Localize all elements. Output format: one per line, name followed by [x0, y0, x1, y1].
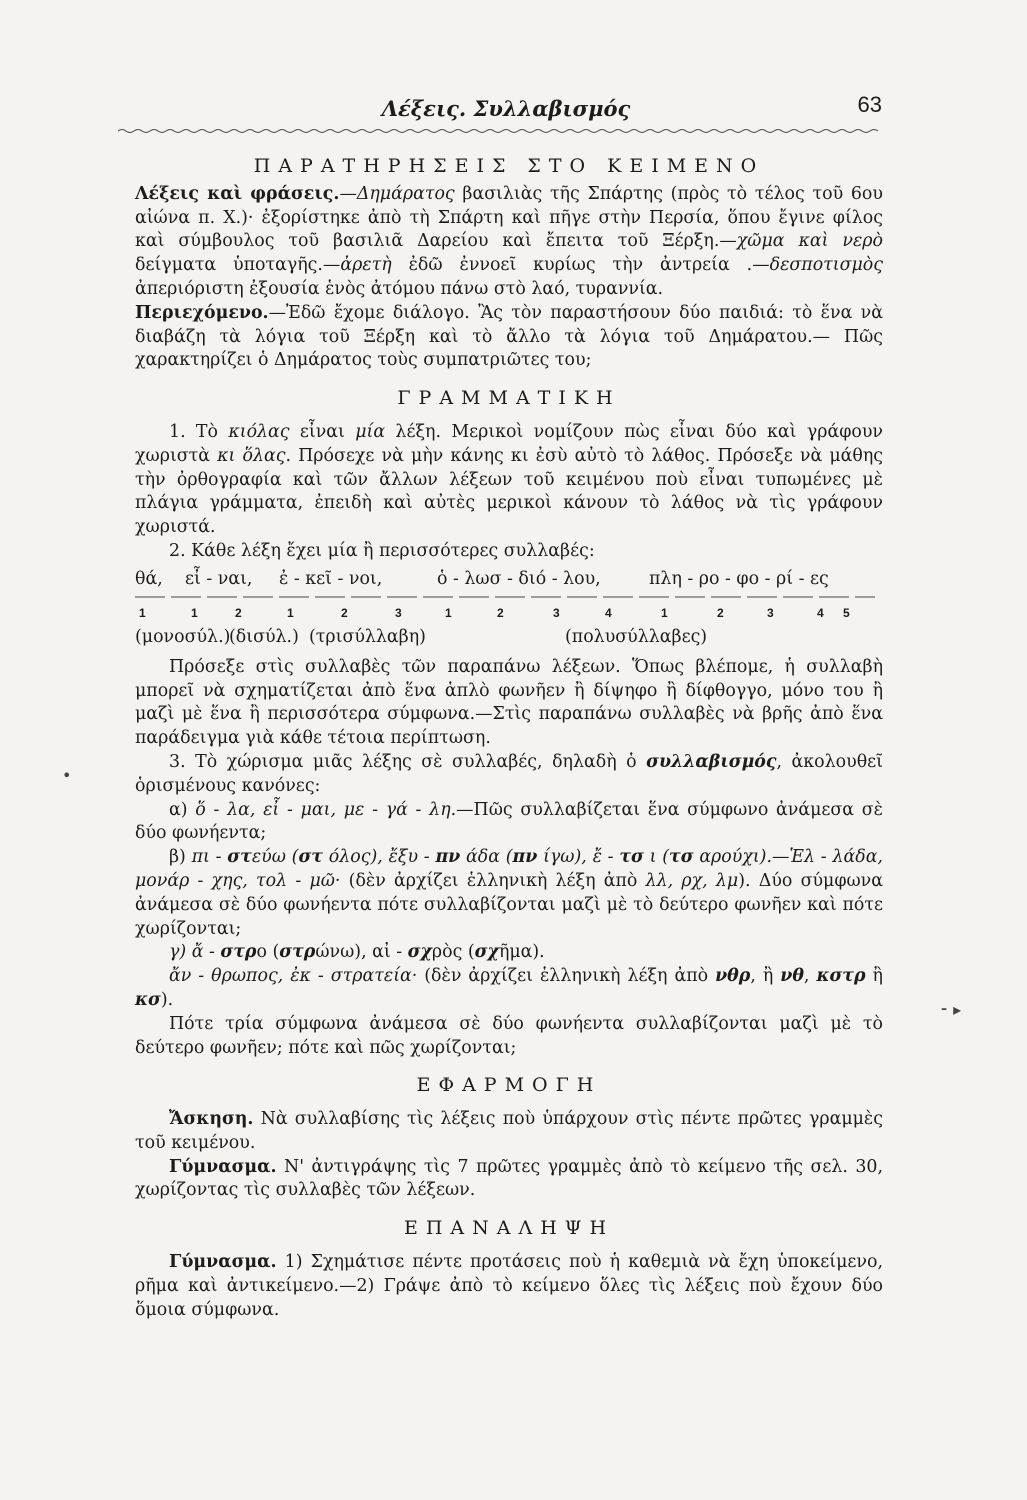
syllable-count: 4	[817, 605, 824, 620]
page-number: 63	[857, 92, 882, 117]
text-run: ρὸς (	[431, 942, 475, 963]
wavy-rule	[118, 128, 880, 138]
header-title: Λέξεις. Συλλαβισμός	[381, 96, 631, 121]
text-run: νθρ	[715, 966, 751, 987]
text-run: σχ	[407, 942, 432, 963]
paragraph-drill	[135, 1156, 883, 1204]
paragraph-rule-2	[135, 540, 883, 564]
text-run: σχ	[474, 942, 499, 963]
text-run: —Πῶς συλλαβίζεται ἕνα σύμφωνο ἀνάμεσα σὲ δύο φωνήεντα;	[135, 799, 883, 844]
paragraph-syllable-note	[135, 656, 883, 751]
text-run: στρ	[220, 942, 257, 963]
paragraph-rule-1	[135, 421, 883, 540]
paragraph-rule-3-question	[135, 1013, 883, 1061]
text-run: Ν' ἀντιγράψης τὶς 7 πρῶτες γραμμὲς ἀπὸ τὸ κείμενο τῆς σελ. 30, χωρίζοντας τὶς συλλαβὲς τῶν λέξεων.	[135, 1156, 883, 1201]
heading-observations: ΠΑΡΑΤΗΡΗΣΕΙΣ ΣΤΟ ΚΕΙΜΕΝΟ	[253, 155, 765, 177]
syllable-count: 1	[445, 605, 452, 620]
syllable-count: 4	[605, 605, 612, 620]
text-run: Πρόσεξε στὶς συλλαβὲς τῶν παραπάνω λέξεων. Ὅπως βλέπομε, ἡ συλλαβὴ μπορεῖ νὰ σχηματίζεται ἀπὸ ἕνα ἁπλὸ φωνῆεν ἢ δίψηφο ἢ δίφθογγο, μόνο του ἢ μαζὶ μὲ ἕνα ἢ περισσότερα σύμφωνα.—Στὶς παραπάνω συλλαβὲς νὰ βρῆς ἀπὸ ἕνα παράδειγμα γιὰ κάθε τέτοια περίπτωση.	[135, 656, 883, 749]
text-run: 1) Σχημάτισε πέντε προτάσεις ποὺ ἡ καθεμιὰ νὰ ἔχη ὑποκείμενο, ρῆμα καὶ ἀντικείμενο.—2) Γράψε ἀπὸ τὸ κείμενο ὅλες τὶς λέξεις ποὺ ἔχουν δύο ὅμοια σύμφωνα.	[135, 1252, 883, 1320]
text-run: 1. Τὸ	[169, 421, 229, 442]
text-run: α)	[169, 799, 196, 820]
paragraph-review-drill	[135, 1251, 883, 1322]
text-run: . Πρόσεχε νὰ μὴν κάνης κι ἐσὺ αὐτὸ τὸ λάθος. Πρόσεξε νὰ μάθης τὴν ὀρθογραφία καὶ τῶν ἄλλων λέξεων τοῦ κειμένου ποὺ εἶναι τυπωμένες μὲ πλάγια γράμματα, ἐπειδὴ καὶ αὐτὲς μερικοὶ κάνουν τὸ λάθος νὰ τὶς γράφουν χωριστά.	[135, 445, 883, 538]
text-run: μία	[355, 421, 386, 442]
running-header	[130, 92, 882, 130]
syllable-count: 2	[497, 605, 504, 620]
text-run: (δὲν ἀρχίζει ἑλληνικὴ λέξη ἀπὸ	[417, 966, 716, 987]
text-run: 3. Τὸ χώρισμα μιᾶς λέξης σὲ συλλαβές, δηλαδὴ ὁ	[169, 751, 647, 772]
text-run: ).	[160, 989, 174, 1010]
syllable-word: θά,	[135, 568, 163, 589]
text-run: στ	[298, 847, 323, 868]
text-run: ). Δύο σύμφωνα ἀνάμεσα σὲ δύο φωνήεντα πότε συλλαβίζονται μαζὶ μὲ τὸ δεύτερο φωνῆεν καὶ πότε χωρίζονται;	[135, 870, 883, 939]
text-run: ο (	[256, 942, 280, 963]
heading-review: ΕΠΑΝΑΛΗΨΗ	[403, 1217, 615, 1240]
text-run: συλλαβισμός	[646, 751, 777, 772]
paragraph-rule-3b	[135, 846, 883, 941]
syllable-count: 1	[661, 605, 668, 620]
syllable-count: 1	[191, 605, 198, 620]
label-disyllable: (δισύλ.)	[229, 626, 299, 647]
page-body	[135, 155, 883, 1322]
paragraph-words-phrases	[135, 183, 883, 302]
text-run: γ) ἄ -	[169, 942, 221, 963]
syllable-count: 3	[395, 605, 402, 620]
label-trisyllable: (τρισύλλαβη)	[309, 626, 426, 647]
syllable-count: 5	[843, 605, 850, 620]
syllable-word: ἐ - κεῖ - νοι,	[279, 568, 383, 589]
margin-dot: •	[62, 766, 72, 785]
text-run: στρ	[279, 942, 316, 963]
text-run: κιόλας	[228, 421, 290, 442]
text-run: πν	[435, 847, 461, 868]
text-run: ἄν - θρωπος, ἐκ - στρατεία·	[169, 966, 418, 987]
text-run: χῶμα καὶ νερὸ	[736, 231, 883, 252]
text-run: άδα (	[460, 847, 513, 868]
text-run: β)	[169, 847, 192, 868]
text-run: ώνω), αἰ -	[315, 942, 408, 963]
text-run: δεσποτισμὸς	[769, 255, 883, 276]
paragraph-content	[135, 302, 883, 373]
text-run: στ	[227, 847, 252, 868]
text-run: ῆμα).	[498, 942, 545, 963]
text-run: τσ	[619, 847, 644, 868]
text-run: εύω (	[251, 847, 299, 868]
text-run: Γύμνασμα.	[169, 1156, 277, 1177]
heading-application: ΕΦΑΡΜΟΓΗ	[416, 1074, 602, 1097]
heading-grammar: ΓΡΑΜΜΑΤΙΚΗ	[397, 387, 621, 410]
text-run: , ἀκολουθεῖ ὁρισμένους κανόνες:	[135, 751, 883, 796]
label-monosyllable: (μονοσύλ.)	[135, 626, 231, 647]
text-run: δείγματα ὑποταγῆς.—	[135, 255, 341, 276]
text-run: ἢ	[865, 966, 883, 987]
text-run: ὅ - λα, εἶ - μαι, με - γά - λη.	[195, 799, 457, 820]
syllable-count: 3	[767, 605, 774, 620]
syllable-count: 1	[287, 605, 294, 620]
text-run: ἀρετὴ	[340, 255, 392, 276]
text-run: εἶναι	[289, 421, 356, 442]
text-run: κσ	[135, 989, 161, 1010]
syllable-word: πλη - ρο - φο - ρί - ες	[649, 568, 829, 589]
syllable-type-labels	[135, 626, 883, 656]
syllable-count: 3	[553, 605, 560, 620]
text-run: Νὰ συλλαβίσης τὶς λέξεις ποὺ ὑπάρχουν στὶς πέντε πρῶτες γραμμὲς τοῦ κειμένου.	[135, 1109, 883, 1153]
text-run: —Ἐδῶ ἔχομε διάλογο. Ἂς τὸν παραστήσουν δύο παιδιά: τὸ ἕνα νὰ διαβάζη τὰ λόγια τοῦ Ξέρξη καὶ τὸ ἄλλο τὰ λόγια τοῦ Δημάρατου.— Πῶς χαρακτηρίζει ὁ Δημάρατος τοὺς συμπατριῶτες του;	[135, 302, 883, 371]
text-run: ίγω), ἔ -	[537, 847, 620, 868]
text-run: —	[339, 183, 357, 204]
text-run: Λέξεις καὶ φράσεις.	[135, 183, 340, 204]
text-run: πι -	[191, 847, 228, 868]
text-run: αρούχι).—Ἑλ - λάδα, μονάρ - χης, τολ - μῶ·	[135, 847, 883, 891]
margin-mark: ⁃ ▸	[940, 1000, 962, 1019]
text-run: νθ	[780, 966, 804, 987]
text-run: λέξη. Μερικοὶ νομίζουν πὼς εἶναι δύο καὶ γράφουν χωριστὰ	[135, 421, 883, 466]
syllable-word: εἶ - ναι,	[185, 568, 253, 589]
text-run: ἀπεριόριστη ἐξουσία ἑνὸς ἀτόμου πάνω στὸ λαό, τυραννία.	[135, 278, 664, 299]
text-run: 2. Κάθε λέξη ἔχει μία ἢ περισσότερες συλλαβές:	[169, 540, 595, 561]
text-run: κστρ	[816, 966, 866, 987]
text-run: ,	[803, 966, 817, 987]
text-run: βασιλιὰς τῆς Σπάρτης (πρὸς τὸ τέλος τοῦ 6ου αἰώνα π. Χ.)· ἐξορίστηκε ἀπὸ τὴ Σπάρτη καὶ πῆγε στὴν Περσία, ὅπου ἔγινε φίλος καὶ σύμβουλος τοῦ βασιλιᾶ Δαρείου καὶ ἔπειτα τοῦ Ξέρξη.—	[135, 183, 883, 252]
syllable-word: ὁ - λωσ - διό - λου,	[437, 568, 601, 589]
syllable-underline	[135, 596, 883, 600]
syllable-count: 2	[717, 605, 724, 620]
text-run: λλ, ρχ, λμ	[645, 870, 739, 891]
label-polysyllable: (πολυσύλλαβες)	[565, 626, 708, 647]
text-run: (δὲν ἀρχίζει ἑλληνικὴ λέξη ἀπὸ	[340, 870, 646, 891]
text-run: ι (	[643, 847, 670, 868]
text-run: Δημάρατος	[356, 183, 455, 204]
text-run: ἐδῶ ἐννοεῖ κυρίως τὴν ἀντρεία .—	[391, 255, 770, 276]
text-run: Ἄσκηση.	[169, 1109, 254, 1130]
text-run: όλος), ἔξυ -	[322, 847, 436, 868]
text-run: τσ	[669, 847, 694, 868]
syllable-example-row	[135, 568, 883, 626]
paragraph-rule-3c-examples	[135, 965, 883, 1013]
text-run: , ἢ	[750, 966, 781, 987]
paragraph-rule-3a	[135, 799, 883, 847]
syllable-count: 1	[139, 605, 146, 620]
text-run: Περιεχόμενο.	[135, 302, 269, 323]
paragraph-rule-3c	[135, 941, 883, 965]
text-run: Πότε τρία σύμφωνα ἀνάμεσα σὲ δύο φωνήεντα συλλαβίζονται μαζὶ μὲ τὸ δεύτερο φωνῆεν; πότε καὶ πῶς χωρίζονται;	[135, 1013, 883, 1058]
syllable-count: 2	[235, 605, 242, 620]
text-run: κι ὅλας	[217, 445, 286, 466]
text-run: Γύμνασμα.	[169, 1252, 277, 1273]
paragraph-rule-3	[135, 751, 883, 799]
text-run: πν	[512, 847, 538, 868]
paragraph-exercise	[135, 1108, 883, 1156]
syllable-count: 2	[341, 605, 348, 620]
